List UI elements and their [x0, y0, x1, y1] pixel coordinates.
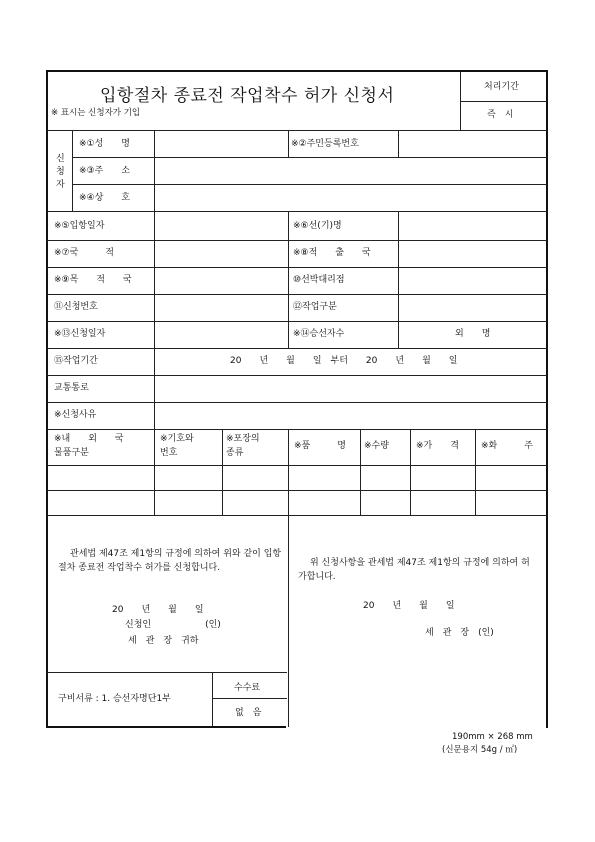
- col-label-1: [154, 130, 155, 515]
- paper-size: 190mm × 268 mm: [452, 732, 533, 742]
- declaration-left-applicant: 신청인 (인): [125, 620, 221, 630]
- goods-col-type-line2: 물품구분: [54, 448, 89, 458]
- declaration-right-date: 20 년 월 일: [363, 601, 455, 611]
- goods-col-quantity: ※수량: [364, 441, 389, 451]
- goods-col-6: [410, 429, 411, 515]
- declaration-left-recipient: 세 관 장 귀하: [128, 636, 199, 646]
- address-label: ※③주 소: [79, 166, 130, 176]
- col-applicant-group: [72, 130, 73, 211]
- route-label: 교통통로: [54, 383, 89, 393]
- processing-period-value: 즉 시: [487, 110, 514, 120]
- rule-294: [47, 294, 547, 295]
- departure-country-label: ※⑧적 출 국: [293, 248, 371, 258]
- col-mid-2: [288, 211, 289, 348]
- ship-name-label: ※⑥선(기)명: [293, 221, 342, 231]
- rule-672: [47, 672, 287, 673]
- goods-col-4: [288, 429, 289, 515]
- rule-429: [47, 429, 547, 430]
- reason-label: ※신청사유: [54, 410, 97, 420]
- declaration-divider: [288, 515, 289, 727]
- rule-240: [47, 240, 547, 241]
- frame-bottom: [46, 726, 286, 728]
- goods-col-item: ※품 명: [294, 441, 346, 451]
- ship-agent-label: ⑩선박대리점: [293, 275, 345, 285]
- goods-col-5: [360, 429, 361, 515]
- application-no-label: ⑪신청번호: [54, 302, 98, 312]
- name-label: ※①성 명: [79, 139, 130, 149]
- rule-348: [47, 348, 547, 349]
- goods-col-owner: ※화 주: [481, 441, 533, 451]
- rule-130: [47, 130, 547, 131]
- frame-left: [46, 70, 48, 728]
- goods-col-mark-line2: 번호: [160, 448, 178, 458]
- processing-box-mid: [460, 101, 547, 102]
- work-period-value: 20 년 월 일 부터 20 년 월 일: [230, 356, 458, 366]
- work-type-label: ⑫작업구분: [293, 302, 337, 312]
- destination-label: ※⑨목 적 국: [54, 275, 132, 285]
- fee-value: 없 음: [235, 708, 262, 718]
- rule-375: [47, 375, 547, 376]
- applicant-group-label-2: 청: [56, 167, 65, 177]
- resident-no-label: ※②주민등록번호: [291, 139, 359, 149]
- rule-184: [72, 184, 547, 185]
- frame-top: [46, 70, 548, 72]
- fee-divider: [212, 672, 213, 727]
- rule-465: [47, 465, 547, 466]
- goods-col-package-line1: ※포장의: [226, 434, 260, 444]
- rule-402: [47, 402, 547, 403]
- rule-267: [47, 267, 547, 268]
- crew-count-unit: 외 명: [455, 329, 491, 339]
- rule-490: [47, 490, 547, 491]
- declaration-right-signer: 세 관 장 (인): [425, 628, 494, 638]
- rule-321: [47, 321, 547, 322]
- processing-period-label: 처리기간: [484, 82, 519, 92]
- applicant-group-label-3: 자: [56, 180, 65, 190]
- col-mid-label: [398, 130, 399, 157]
- goods-col-price: ※가 격: [416, 441, 459, 451]
- rule-fee: [212, 698, 287, 699]
- entry-date-label: ※⑤입항일자: [54, 221, 105, 231]
- form-note: ※ 표시는 신청자가 기입: [51, 108, 141, 118]
- goods-col-mark-line1: ※기호와: [160, 434, 194, 444]
- form-title: 입항절차 종료전 작업착수 허가 신청서: [100, 86, 395, 106]
- business-label: ※④상 호: [79, 193, 130, 203]
- crew-count-label: ※⑭승선자수: [293, 329, 345, 339]
- nationality-label: ※⑦국 적: [54, 248, 114, 258]
- col-mid-label-2: [398, 211, 399, 348]
- paper-spec: (신문용지 54g / ㎡): [442, 745, 518, 755]
- col-mid: [288, 130, 289, 157]
- fee-label: 수수료: [234, 683, 261, 693]
- rule-157: [72, 157, 547, 158]
- declaration-right-text: 위 신청사항을 관세법 제47조 제1항의 규정에 의하여 허가합니다.: [298, 558, 530, 582]
- application-date-label: ※⑬신청일자: [54, 329, 106, 339]
- declaration-left-text: 관세법 제47조 제1항의 규정에 의하여 위와 같이 입항절차 종료전 작업착수 허가를 신청합니다.: [58, 549, 282, 573]
- rule-515: [47, 515, 547, 516]
- goods-col-3: [222, 429, 223, 515]
- work-period-label: ⑮작업기간: [54, 356, 98, 366]
- rule-211: [47, 211, 547, 212]
- applicant-group-label-1: 신: [56, 154, 65, 164]
- declaration-left-date: 20 년 월 일: [112, 605, 204, 615]
- goods-col-type-line1: ※내 외 국: [54, 434, 124, 444]
- required-documents: 구비서류 : 1. 승선자명단1부: [58, 694, 171, 704]
- frame-right: [546, 70, 548, 728]
- goods-col-package-line2: 종류: [226, 448, 244, 458]
- goods-col-7: [475, 429, 476, 515]
